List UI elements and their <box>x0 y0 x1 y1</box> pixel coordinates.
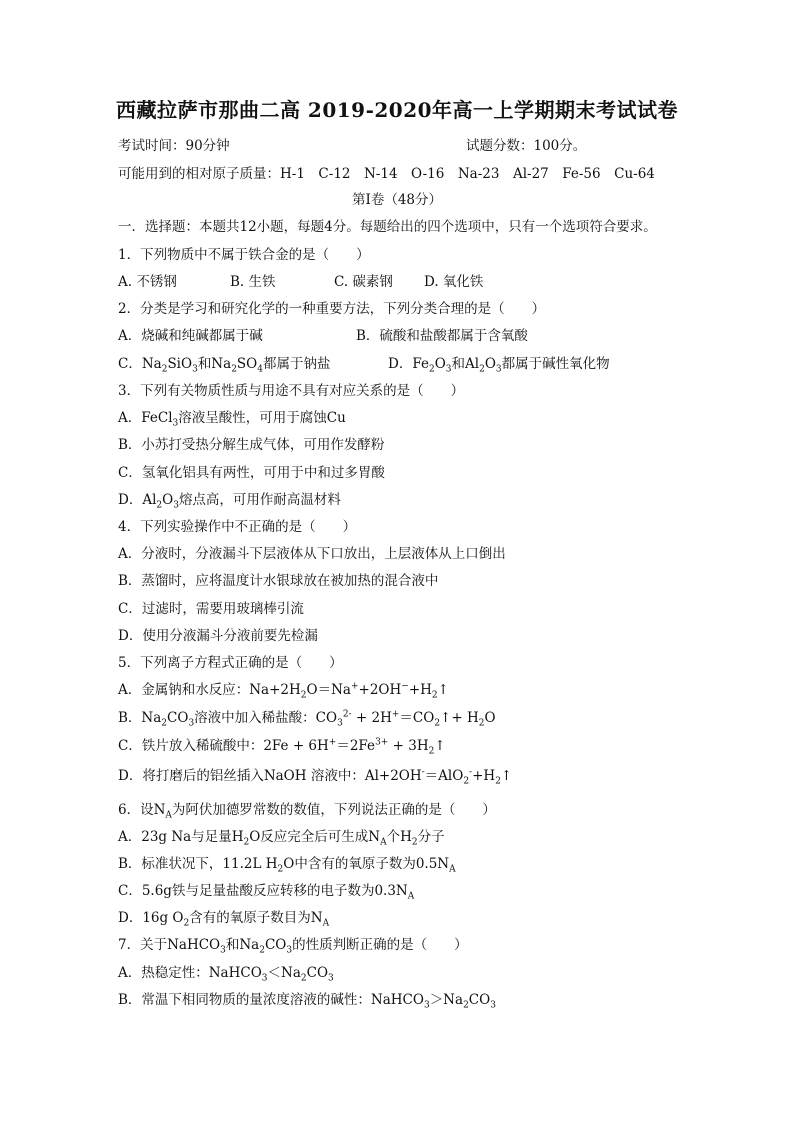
question-4-option-c: C．过滤时，需要用玻璃棒引流 <box>118 601 304 617</box>
section-title: 第Ⅰ卷（48分） <box>351 192 442 208</box>
option-a: A. 不锈钢 <box>118 274 177 290</box>
question-7-option-b: B．常温下相同物质的量浓度溶液的碱性：$NaHCO_3>Na_2CO_3$ <box>118 992 496 1011</box>
question-5-option-d: D．将打磨后的铝丝插入NaOH 溶液中：$Al+2OH^-=AlO_2^-+H_2↑$ <box>118 767 513 787</box>
question-7-option-a: A．热稳定性：$NaHCO_3<Na_2CO_3$ <box>118 965 334 984</box>
question-5-option-a: A．金属钠和水反应：$Na+2H_2O=Na^++2OH^-+H_2↑$ <box>118 681 449 701</box>
question-4-stem: 4．下列实验操作中不正确的是（ ） <box>118 519 357 535</box>
question-3-stem: 3．下列有关物质性质与用途不具有对应关系的是（ ） <box>118 383 465 399</box>
exam-title: 西藏拉萨市那曲二高 2019-2020年高一上学期期末考试试卷 <box>115 98 679 122</box>
option-b: B. 生铁 <box>230 274 276 290</box>
question-1-stem: 1．下列物质中不属于铁合金的是（ ） <box>118 247 370 263</box>
question-2-option-b: B．硫酸和盐酸都属于含氧酸 <box>356 328 528 344</box>
question-5-option-b: B．$Na_2CO_3$溶液中加入稀盐酸：$CO_3^{2-}$ + $2H^+=CO_2↑+ H_2O$ <box>118 709 496 729</box>
question-2-option-a: A．烧碱和纯碱都属于碱 <box>118 328 263 344</box>
question-6-option-d: D．16g $O_2$含有的氧原子数目为$N_A$ <box>118 910 330 929</box>
question-2-option-c: C．$Na_2SiO_3$和$Na_2SO_4$都属于钠盐 <box>118 356 331 375</box>
question-4-option-d: D．使用分液漏斗分液前要先检漏 <box>118 628 318 644</box>
question-3-option-c: C．氢氧化铝具有两性，可用于中和过多胃酸 <box>118 465 385 481</box>
question-6-option-c: C．5.6g铁与足量盐酸反应转移的电子数为$0.3N_A$ <box>118 883 415 902</box>
question-6-stem: 6．设$N_A$为阿伏加德罗常数的数值，下列说法正确的是（ ） <box>118 802 496 821</box>
question-3-option-a: A．FeCl$_3$溶液呈酸性，可用于腐蚀Cu <box>118 410 346 429</box>
question-2-stem: 2．分类是学习和研究化学的一种重要方法，下列分类合理的是（ ） <box>118 301 546 317</box>
exam-score: 试题分数：100分。 <box>466 138 587 154</box>
section-instructions: 一．选择题：本题共12小题，每题4分。每题给出的四个选项中，只有一个选项符合要求。 <box>118 219 657 235</box>
question-2-option-d: D．$Fe_2O_3$和$Al_2O_3$都属于碱性氧化物 <box>388 356 610 375</box>
option-c: C. 碳素钢 <box>334 274 393 290</box>
question-7-stem: 7．关于NaHCO$_3$和$Na_2CO_3$的性质判断正确的是（ ） <box>118 937 468 956</box>
question-5-stem: 5．下列离子方程式正确的是（ ） <box>118 655 343 671</box>
question-5-option-c: C．铁片放入稀硫酸中：$2Fe + 6H^+=2Fe^{3+}$ + $3H_2↑$ <box>118 737 446 757</box>
question-6-option-b: B．标准状况下，11.2L $H_2O$中含有的氧原子数为$0.5N_A$ <box>118 856 456 875</box>
question-1-options <box>118 272 483 292</box>
question-4-option-b: B．蒸馏时，应将温度计水银球放在被加热的混合液中 <box>118 573 439 589</box>
question-3-option-d: D．$Al_2O_3$熔点高，可用作耐高温材料 <box>118 492 341 511</box>
question-3-option-b: B．小苏打受热分解生成气体，可用作发酵粉 <box>118 437 385 453</box>
option-d: D. 氧化铁 <box>424 274 484 290</box>
exam-time: 考试时间：90分钟 <box>118 138 230 154</box>
question-6-option-a: A．23g Na与足量$H_2O$反应完全后可生成$N_A$个$H_2$分子 <box>118 829 445 848</box>
question-4-option-a: A．分液时，分液漏斗下层液体从下口放出，上层液体从上口倒出 <box>118 546 506 562</box>
atomic-mass-line: 可能用到的相对原子质量：H-1 C-12 N-14 O-16 Na-23 Al-27 Fe-56 Cu-64 <box>118 166 655 182</box>
